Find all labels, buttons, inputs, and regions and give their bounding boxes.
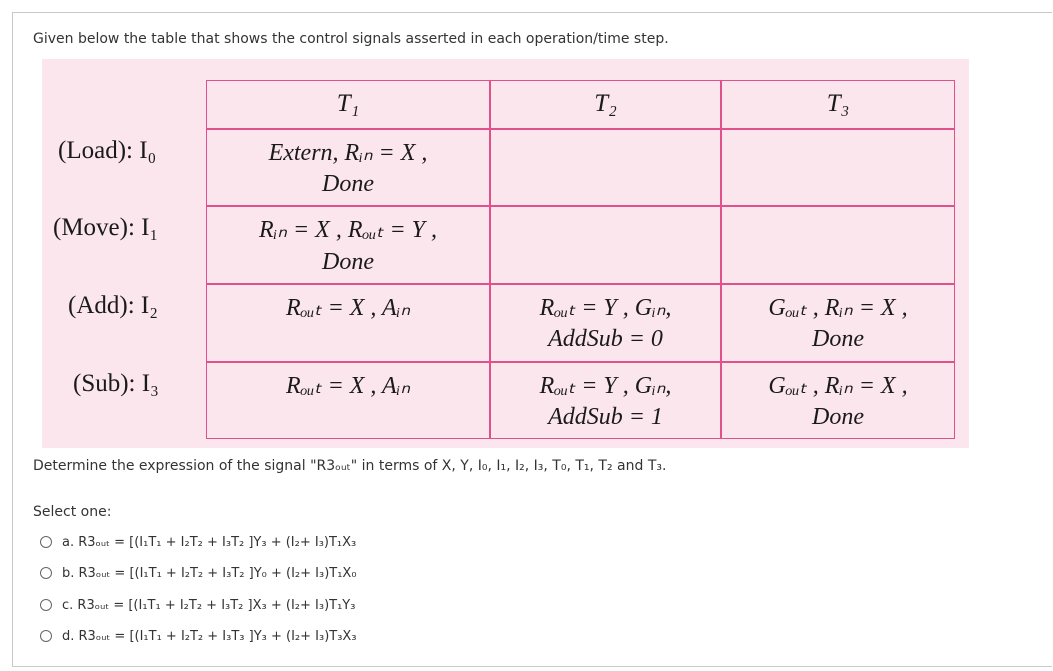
cell-sub-t2-line1: Rₒᵤₜ = Y , Gᵢₙ,: [539, 373, 672, 399]
cell-load-t1-line1: Extern, Rᵢₙ = X ,: [268, 140, 428, 166]
cell-add-t1: Rₒᵤₜ = X , Aᵢₙ: [285, 295, 411, 321]
radio-button-c[interactable]: [40, 599, 52, 611]
cell-sub-t2-line2: AddSub = 1: [548, 404, 663, 430]
option-b[interactable]: [40, 563, 357, 583]
cell-add-t3-line1: Gₒᵤₜ , Rᵢₙ = X ,: [768, 295, 908, 321]
option-c[interactable]: [40, 595, 355, 615]
option-a-label[interactable]: a. R3ₒᵤₜ = [(I₁T₁ + I₂T₂ + I₃T₂ ]Y₃ + (I₂+ I₃)T₁X₃: [62, 534, 357, 550]
cell-add-t2-line2: AddSub = 0: [548, 326, 663, 352]
question-intro: Given below the table that shows the control signals asserted in each operation/time step.: [33, 31, 669, 47]
option-a[interactable]: [40, 532, 356, 552]
row-label-add: (Add): I₂: [68, 292, 158, 319]
cell-add-t2-line1: Rₒᵤₜ = Y , Gᵢₙ,: [539, 295, 672, 321]
row-label-sub: (Sub): I₃: [73, 370, 159, 397]
select-one-label: Select one:: [33, 504, 112, 520]
header-t2: T₂: [594, 90, 617, 117]
cell-load-t1-line2: Done: [322, 171, 374, 197]
header-t3: T₃: [826, 90, 850, 117]
grid-line: [206, 283, 955, 285]
question-text: Determine the expression of the signal "R3ₒᵤₜ" in terms of X, Y, I₀, I₁, I₂, I₃, T₀, T₁, T₂ and T₃.: [33, 458, 667, 474]
option-d[interactable]: [40, 626, 357, 646]
cell-move-t1-line2: Done: [322, 249, 374, 275]
radio-button-b[interactable]: [40, 567, 52, 579]
row-label-load: (Load): I₀: [58, 137, 157, 164]
cell-sub-t1: Rₒᵤₜ = X , Aᵢₙ: [285, 373, 411, 399]
grid-line: [206, 128, 955, 130]
cell-sub-t3-line1: Gₒᵤₜ , Rᵢₙ = X ,: [768, 373, 908, 399]
cell-move-t1-line1: Rᵢₙ = X , Rₒᵤₜ = Y ,: [258, 217, 438, 243]
radio-button-a[interactable]: [40, 536, 52, 548]
option-c-label[interactable]: c. R3ₒᵤₜ = [(I₁T₁ + I₂T₂ + I₃T₂ ]X₃ + (I₂+ I₃)T₁Y₃: [62, 597, 356, 613]
option-d-label[interactable]: d. R3ₒᵤₜ = [(I₁T₁ + I₂T₂ + I₃T₃ ]Y₃ + (I₂+ I₃)T₃X₃: [62, 628, 357, 644]
radio-button-d[interactable]: [40, 630, 52, 642]
grid-line: [206, 205, 955, 207]
cell-sub-t3-line2: Done: [812, 404, 864, 430]
row-label-move: (Move): I₁: [53, 214, 159, 241]
grid-line: [206, 361, 955, 363]
cell-add-t3-line2: Done: [812, 326, 864, 352]
option-b-label[interactable]: b. R3ₒᵤₜ = [(I₁T₁ + I₂T₂ + I₃T₂ ]Y₀ + (I₂+ I₃)T₁X₀: [62, 565, 357, 581]
header-t1: T₁: [336, 90, 360, 117]
